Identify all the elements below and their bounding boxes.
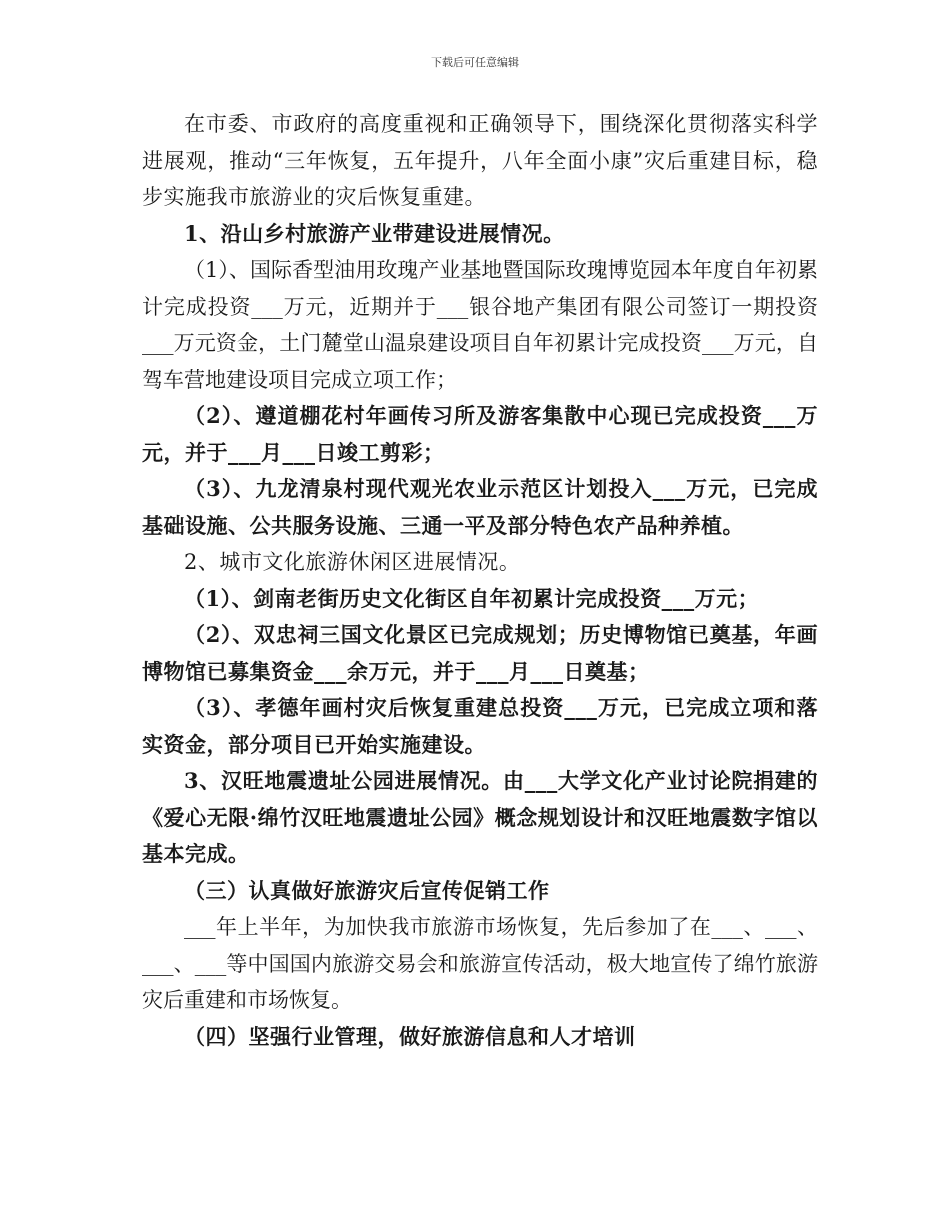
intro-paragraph: 在市委、市政府的高度重视和正确领导下，围绕深化贯彻落实科学进展观，推动“三年恢复，五年提升，八年全面小康”灾后重建目标，稳步实施我市旅游业的灾后恢复重建。: [142, 112, 818, 209]
document-body: [142, 106, 818, 1055]
section-heading-promotion: （三）认真做好旅游灾后宣传促销工作: [184, 877, 550, 903]
section-heading-management: （四）坚强行业管理，做好旅游信息和人才培训: [184, 1023, 636, 1049]
item-xiaode-village: （3）、孝德年画村灾后恢复重建总投资___万元，已完成立项和落实资金，部分项目已开始实施建设。: [142, 695, 818, 757]
item-jiulong-agriculture: （3）、九龙清泉村现代观光农业示范区计划投入___万元，已完成基础设施、公共服务设施、三通一平及部分特色农产品种养植。: [142, 476, 818, 538]
item-nianhua-center: （2）、遵道棚花村年画传习所及游客集散中心现已完成投资___万元，并于___月___日竣工剪彩；: [142, 403, 818, 465]
section-heading-city-culture: 2、城市文化旅游休闲区进展情况。: [184, 550, 521, 574]
promotion-paragraph: ___年上半年，为加快我市旅游市场恢复，先后参加了在___、___、___、___等中国国内旅游交易会和旅游宣传活动，极大地宣传了绵竹旅游灾后重建和市场恢复。: [142, 915, 818, 1012]
section-heading-hanwang-park: 3、汉旺地震遗址公园进展情况。由___大学文化产业讨论院捐建的《爱心无限·绵竹汉旺地震遗址公园》概念规划设计和汉旺地震数字馆以基本完成。: [142, 768, 818, 866]
page-header: 下载后可任意编辑: [431, 56, 519, 69]
item-rose-industry: （1）、国际香型油用玫瑰产业基地暨国际玫瑰博览园本年度自年初累计完成投资___万元，近期并于___银谷地产集团有限公司签订一期投资___万元资金，土门麓堂山温泉建设项目自年初累计完成投资___万元，自驾车营地建设项目完成立项工作；: [142, 258, 818, 392]
item-shuangzhong-temple: （2）、双忠祠三国文化景区已完成规划；历史博物馆已奠基，年画博物馆已募集资金___余万元，并于___月___日奠基；: [142, 622, 818, 684]
item-jiannan-street: （1）、剑南老街历史文化街区自年初累计完成投资___万元；: [184, 585, 760, 611]
section-heading-rural-tourism: 1、沿山乡村旅游产业带建设进展情况。: [184, 220, 565, 246]
